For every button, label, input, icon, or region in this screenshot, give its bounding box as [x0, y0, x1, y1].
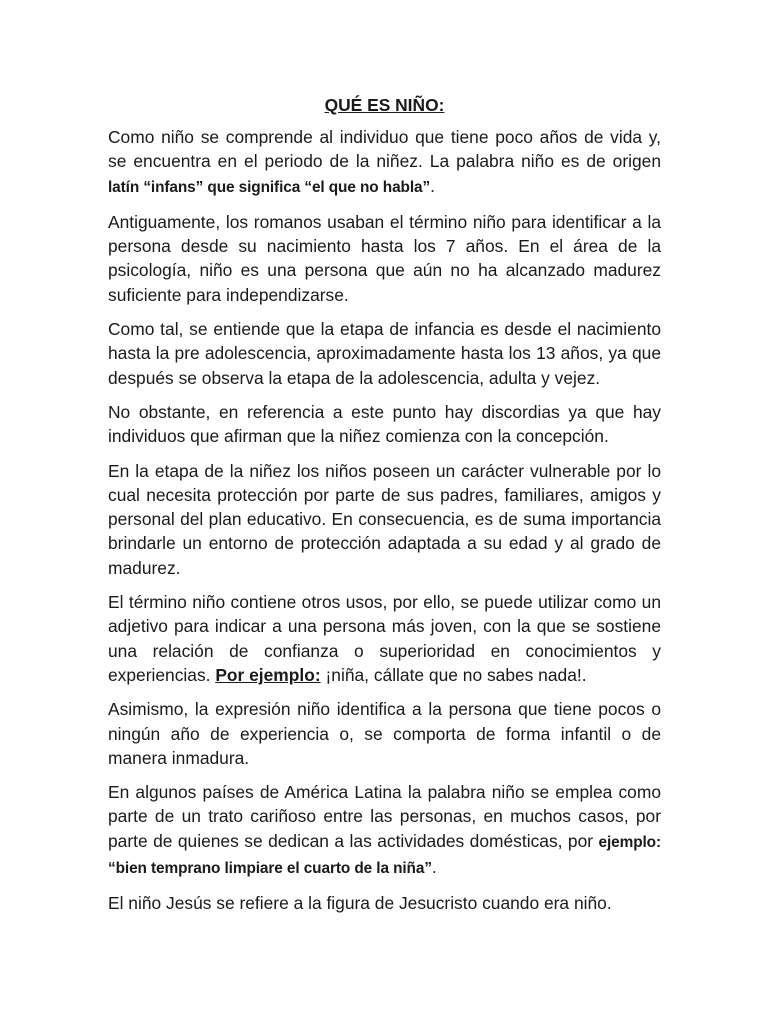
paragraph-3: Como tal, se entiende que la etapa de infancia es desde el nacimiento hasta la pre adolescencia, aproximadamente hasta los 13 años, ya que después se observa la etapa de la adolescencia, adulta y vejez. [108, 319, 661, 388]
page-title: QUÉ ES NIÑO: [324, 95, 445, 115]
paragraph-6-text: El término niño contiene otros usos, por ello, se puede utilizar como un adjetivo para indicar a una persona más joven, con la que se sostiene una relación de confianza o superioridad en conocimientos y experiencias. [108, 592, 661, 685]
paragraph-1-text: Como niño se comprende al individuo que tiene poco años de vida y, se encuentra en el periodo de la niñez. La palabra niño es de origen [108, 127, 661, 172]
paragraph-6-end: ¡niña, cállate que no sabes nada!. [320, 664, 587, 685]
paragraph-1-end: . [430, 175, 435, 196]
paragraph-6-bold: Por ejemplo: [215, 664, 321, 685]
paragraph-4: No obstante, en referencia a este punto hay discordias ya que hay individuos que afirman que la niñez comienza con la concepción. [108, 401, 661, 447]
paragraph-5: En la etapa de la niñez los niños poseen un carácter vulnerable por lo cual necesita protección por parte de sus padres, familiares, amigos y personal del plan educativo. En consecuencia, es de suma importancia brindarle un entorno de protección adaptada a su edad y al grado de madurez. [108, 460, 661, 578]
document-page [108, 93, 661, 926]
paragraph-8-text: En algunos países de América Latina la palabra niño se emplea como parte de un trato cariñoso entre las personas, en muchos casos, por parte de quienes se dedican a las actividades domésticas, por [108, 782, 661, 851]
paragraph-8-end: . [431, 857, 437, 878]
paragraph-2: Antiguamente, los romanos usaban el término niño para identificar a la persona desde su nacimiento hasta los 7 años. En el área de la psicología, niño es una persona que aún no ha alcanzado madurez suficiente para independizarse. [108, 211, 661, 305]
paragraph-8 [108, 780, 661, 881]
paragraph-7: Asimismo, la expresión niño identifica a la persona que tiene pocos o ningún año de experiencia o, se comporta de forma infantil o de manera inmadura. [108, 699, 661, 768]
paragraph-8-bold: ejemplo: “bien temprano limpiare el cuarto de la niña” [108, 833, 661, 878]
paragraph-9: El niño Jesús se refiere a la figura de Jesucristo cuando era niño. [108, 893, 612, 914]
paragraph-6 [108, 590, 661, 687]
paragraph-1-bold: latín “infans” que significa “el que no habla” [108, 178, 431, 196]
paragraph-1 [108, 125, 661, 200]
